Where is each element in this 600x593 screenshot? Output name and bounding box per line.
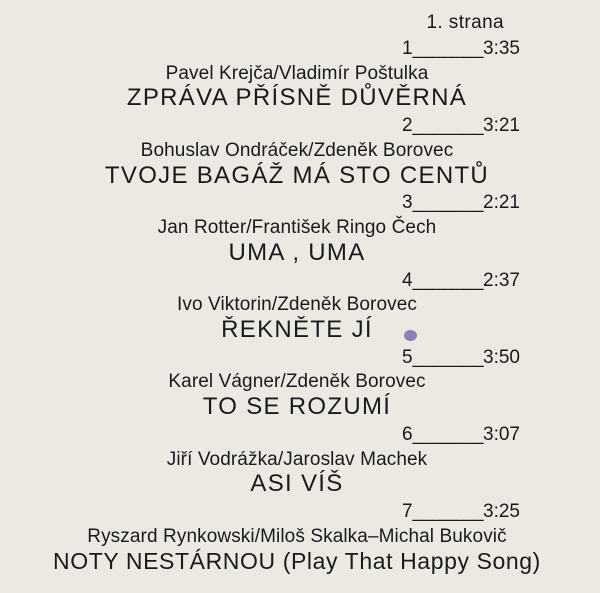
track-authors: Ryszard Rynkowski/Miloš Skalka–Michal Bukovič (87, 525, 507, 547)
track-number: 1 (401, 38, 413, 59)
track-listing-item (14, 190, 586, 267)
track-duration: 3:07 (483, 423, 520, 445)
track-number-duration (14, 190, 586, 216)
track-duration: 3:50 (483, 346, 520, 368)
track-number-duration (14, 345, 586, 371)
track-duration: 2:21 (483, 192, 520, 214)
track-number: 6 (401, 423, 413, 445)
track-listing-item (14, 36, 586, 113)
track-title: ASI VÍŠ (250, 470, 344, 498)
side-label: 1. strana (426, 12, 504, 33)
track-dashes: _______ (412, 501, 484, 523)
track-dashes: _______ (412, 115, 484, 137)
track-number: 4 (401, 269, 413, 291)
track-authors: Karel Vágner/Zdeněk Borovec (168, 371, 426, 393)
track-listing-item (14, 268, 586, 345)
track-title: UMA , UMA (228, 238, 366, 266)
track-duration: 3:25 (483, 501, 520, 523)
track-dashes: _______ (412, 192, 484, 214)
track-title: TO SE ROZUMÍ (202, 393, 392, 421)
track-number-duration (14, 422, 586, 448)
track-number-duration (14, 36, 586, 62)
track-authors: Jan Rotter/František Ringo Čech (157, 217, 437, 239)
track-listing-item (14, 499, 586, 575)
track-dashes: _______ (412, 38, 484, 59)
track-title: ŘEKNĚTE JÍ (221, 315, 373, 343)
track-number: 7 (401, 501, 413, 523)
track-duration: 3:35 (483, 38, 520, 59)
track-dashes: _______ (412, 346, 484, 368)
track-listing-item (14, 422, 586, 499)
track-number: 5 (401, 346, 413, 368)
track-number-duration (14, 268, 586, 294)
track-dashes: _______ (412, 423, 484, 445)
track-number-duration (14, 113, 586, 139)
track-listing-item (14, 345, 586, 422)
track-duration: 3:21 (483, 115, 520, 137)
track-duration: 2:37 (483, 269, 520, 291)
track-authors: Jiří Vodrážka/Jaroslav Machek (166, 448, 428, 470)
track-title: TVOJE BAGÁŽ MÁ STO CENTŮ (104, 161, 490, 189)
track-authors: Bohuslav Ondráček/Zdeněk Borovec (140, 139, 454, 161)
track-listing-item (14, 113, 586, 190)
track-dashes: _______ (412, 269, 484, 291)
track-authors: Pavel Krejča/Vladimír Poštulka (165, 62, 429, 84)
track-number: 3 (401, 192, 413, 214)
track-number: 2 (401, 115, 413, 137)
ink-blot-mark (404, 330, 417, 341)
track-number-duration (14, 499, 586, 525)
track-title: ZPRÁVA PŘÍSNĚ DŮVĚRNÁ (126, 84, 468, 112)
track-title: NOTY NESTÁRNOU (Play That Happy Song) (53, 547, 541, 574)
track-authors: Ivo Viktorin/Zdeněk Borovec (177, 294, 417, 316)
